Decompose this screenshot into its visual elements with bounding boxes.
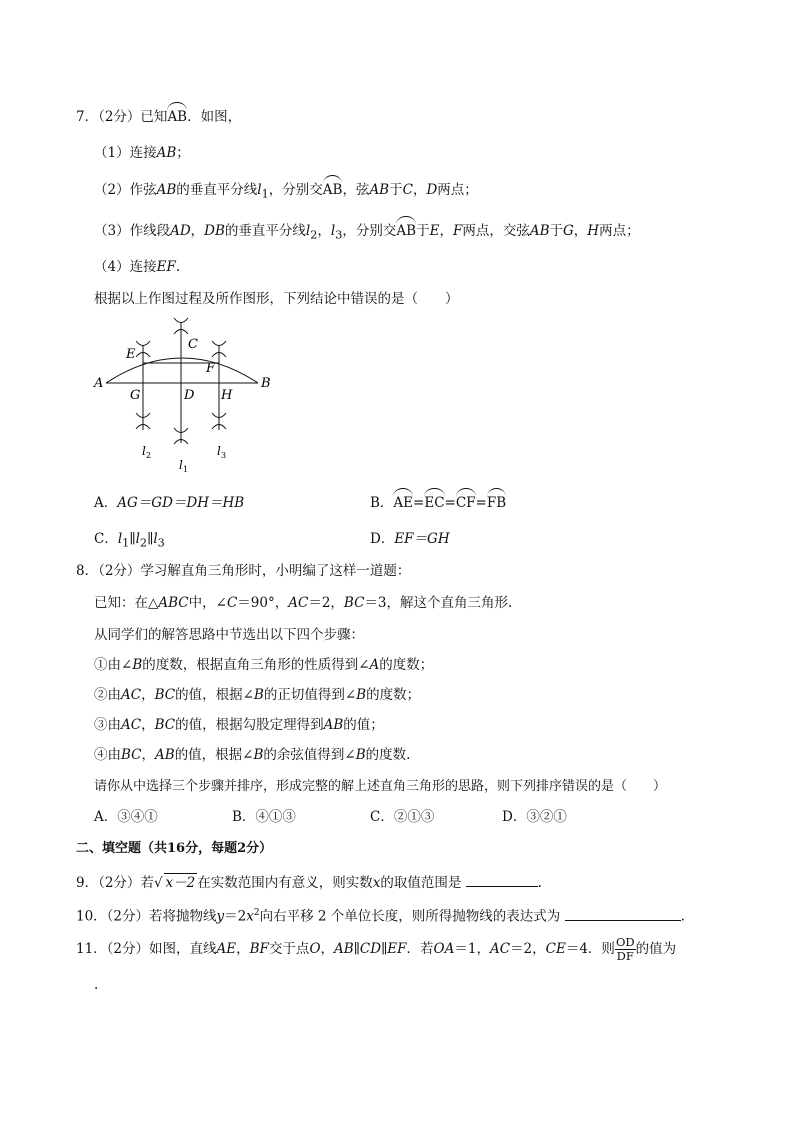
q8-step1: ①由∠B的度数，根据直角三角形的性质得到∠A的度数； xyxy=(94,657,434,673)
q8-step2: ②由AC，BC的值，根据∠B的正切值得到∠B的度数； xyxy=(94,687,421,703)
q11-end: . xyxy=(94,977,99,993)
q7-step2: （2）作弦AB的垂直平分线$l_1$，分别交AB，弦AB于C，D两点； xyxy=(94,182,478,201)
q8-step3: ③由AC，BC的值，根据勾股定理得到AB的值； xyxy=(94,717,384,733)
point-d-label: D xyxy=(184,388,195,403)
l3-label: l xyxy=(217,444,221,458)
q11: 11．（2分）如图，直线AE，BF交于点O，AB∥CD∥EF．若OA＝1，AC＝2，CE＝4．则 $\frac{OD}{DF}$ 的值为 xyxy=(76,935,677,963)
q8-option-d: D．③②① xyxy=(502,809,567,825)
point-a-label: A xyxy=(94,376,104,391)
point-h-label: H xyxy=(221,388,233,403)
section-fill-in-heading: 二、填空题（共16分，每题2分） xyxy=(76,841,273,856)
q8-ask: 请你从中选择三个步骤并排序，形成完整的解上述直角三角形的思路，则下列排序错误的是（ ） xyxy=(94,779,667,794)
q9-answer-blank[interactable] xyxy=(466,872,538,887)
od-over-df-fraction: $\frac{OD}{DF}$ xyxy=(615,935,635,963)
q10: 10．（2分）若将抛物线$y=2x^2$向右平移 2 个单位长度，则所得抛物线的表达式为 . xyxy=(76,904,685,926)
point-f-label: F xyxy=(206,361,216,376)
point-e-label: E xyxy=(126,347,136,362)
q7-figure xyxy=(88,315,278,480)
l2-label: l xyxy=(142,444,146,458)
q7-question: 根据以上作图过程及所作图形，下列结论中错误的是（ ） xyxy=(94,291,459,307)
q8-option-a: A．③④① xyxy=(94,809,158,825)
q7-option-a: A．AG＝GD＝DH＝HB xyxy=(94,495,245,511)
q10-answer-blank[interactable] xyxy=(565,906,681,921)
q8-heading: 8．（2分）学习解直角三角形时，小明编了这样一道题： xyxy=(76,563,411,579)
point-g-label: G xyxy=(130,388,141,403)
l1-sub: 1 xyxy=(183,465,189,474)
q8-given: 已知：在△ABC中，∠C＝90°，AC＝2，BC＝3，解这个直角三角形. xyxy=(94,595,513,611)
q7-step1: （1）连接AB； xyxy=(94,145,190,161)
q8-step4: ④由BC，AB的值，根据∠B的余弦值得到∠B的度数. xyxy=(94,747,411,763)
q8-option-b: B．④①③ xyxy=(232,809,296,825)
q7-heading: 7．（2分）已知AB．如图， xyxy=(76,109,242,125)
q7-step4: （4）连接EF. xyxy=(94,259,181,275)
l3-sub: 3 xyxy=(221,451,227,460)
q7-option-b: B．AE=EC=CF=FB xyxy=(370,495,507,511)
q7-option-d: D．EF＝GH xyxy=(370,531,450,547)
q7-step3: （3）作线段AD，DB的垂直平分线$l_2$，$l_3$，分别交AB于E，F两点，交弦AB于G，H两点； xyxy=(94,223,640,242)
point-c-label: C xyxy=(188,337,198,352)
arc-ab: AB xyxy=(167,109,188,125)
point-b-label: B xyxy=(261,376,271,391)
q9: 9．（2分）若√ x－2 在实数范围内有意义，则实数x的取值范围是 . xyxy=(76,872,542,892)
q7-option-c: C．$l_1\parallel l_2\parallel l_3$ xyxy=(94,531,165,550)
l2-sub: 2 xyxy=(146,451,152,460)
q8-option-c: C．②①③ xyxy=(370,809,435,825)
q8-intro: 从同学们的解答思路中节选出以下四个步骤： xyxy=(94,627,364,643)
l1-label: l xyxy=(179,458,183,472)
